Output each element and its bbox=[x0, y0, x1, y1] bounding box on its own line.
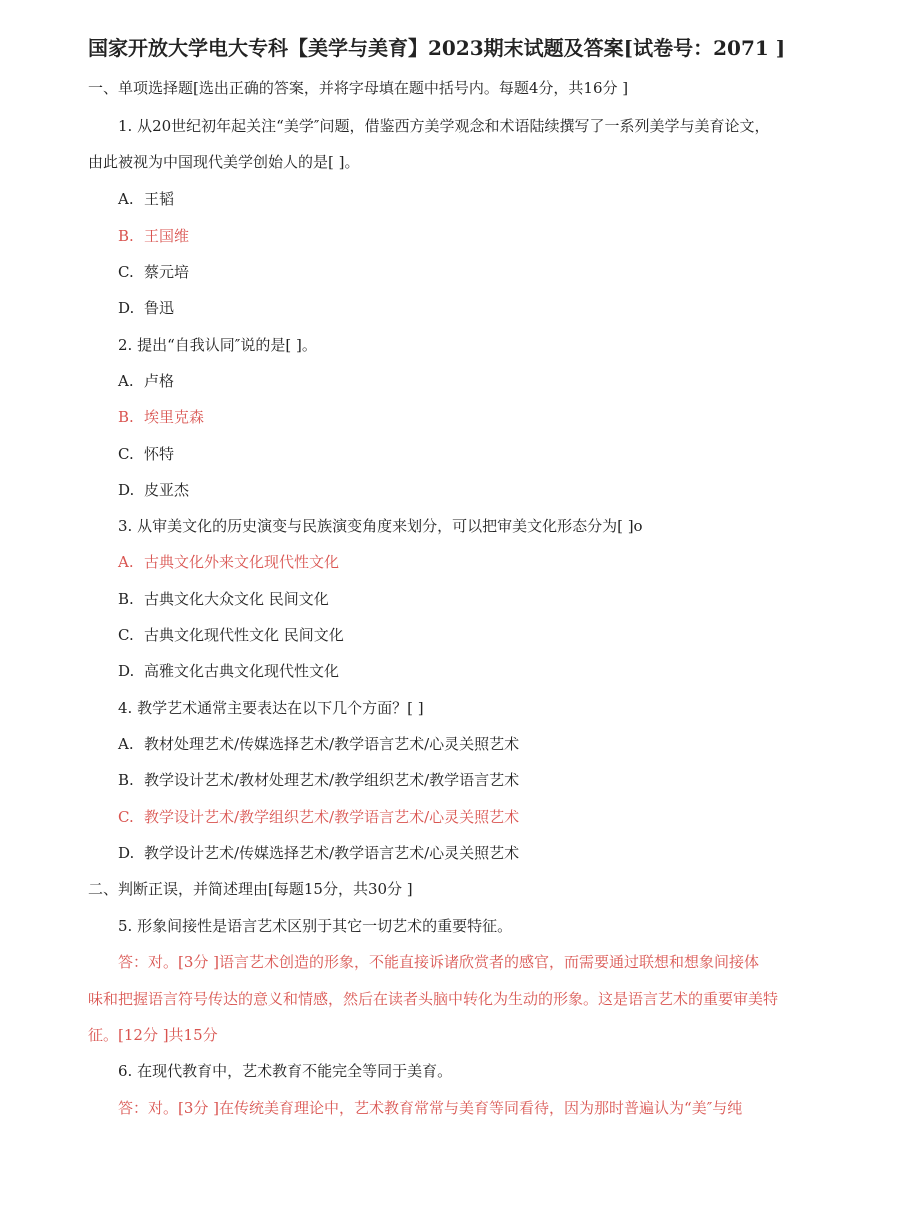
option-text: 卢格 bbox=[144, 372, 175, 390]
q2-option-c bbox=[118, 443, 174, 465]
q2-option-d bbox=[118, 479, 189, 501]
option-label: D. bbox=[118, 481, 135, 499]
option-label: D. bbox=[118, 844, 135, 862]
question-1-text-cont: 由此被视为中国现代美学创始人的是[ ]。 bbox=[88, 153, 360, 171]
option-text: 蔡元培 bbox=[144, 263, 190, 281]
question-5-text: 5. 形象间接性是语言艺术区别于其它一切艺术的重要特征。 bbox=[118, 917, 513, 935]
option-text: 王韬 bbox=[144, 190, 175, 208]
option-label: C. bbox=[118, 808, 134, 826]
option-label: B. bbox=[118, 771, 134, 789]
option-text: 教学设计艺术/教材处理艺术/教学组织艺术/教学语言艺术 bbox=[144, 771, 520, 789]
q3-option-d bbox=[118, 660, 339, 682]
q3-option-c bbox=[118, 624, 344, 646]
question-6-text: 6. 在现代教育中，艺术教育不能完全等同于美育。 bbox=[118, 1062, 453, 1080]
question-5-answer-line-1: 答：对。[3分 ]语言艺术创造的形象，不能直接诉诸欣赏者的感官，而需要通过联想和想象间接体 bbox=[118, 953, 760, 971]
q1-option-b-correct bbox=[118, 225, 189, 247]
option-text: 高雅文化古典文化现代性文化 bbox=[144, 662, 340, 680]
option-text: 古典文化大众文化 民间文化 bbox=[144, 590, 329, 608]
option-label: B. bbox=[118, 590, 134, 608]
q1-option-a bbox=[118, 188, 174, 210]
option-text: 古典文化现代性文化 民间文化 bbox=[144, 626, 344, 644]
option-label: A. bbox=[118, 735, 134, 753]
q2-option-b-correct bbox=[118, 406, 204, 428]
document-title: 国家开放大学电大专科【美学与美育】2023期末试题及答案[试卷号：2071 ] bbox=[88, 36, 786, 60]
question-5-answer-line-2: 味和把握语言符号传达的意义和情感，然后在读者头脑中转化为生动的形象。这是语言艺术的重要审美特 bbox=[88, 990, 779, 1008]
option-text: 教学设计艺术/教学组织艺术/教学语言艺术/心灵关照艺术 bbox=[144, 808, 520, 826]
option-text: 古典文化外来文化现代性文化 bbox=[144, 553, 340, 571]
option-label: A. bbox=[118, 190, 134, 208]
q4-option-c-correct bbox=[118, 806, 519, 828]
q1-option-d bbox=[118, 297, 174, 319]
option-text: 埃里克森 bbox=[144, 408, 205, 426]
question-3-text: 3. 从审美文化的历史演变与民族演变角度来划分，可以把审美文化形态分为[ ]o bbox=[118, 517, 643, 535]
question-4-text: 4. 教学艺术通常主要表达在以下几个方面？[ ] bbox=[118, 699, 424, 717]
option-text: 教学设计艺术/传媒选择艺术/教学语言艺术/心灵关照艺术 bbox=[144, 844, 520, 862]
question-2-text: 2. 提出“自我认同″说的是[ ]。 bbox=[118, 336, 317, 354]
option-text: 鲁迅 bbox=[144, 299, 175, 317]
q4-option-d bbox=[118, 842, 519, 864]
q3-option-a-correct bbox=[118, 551, 339, 573]
section-2-heading: 二、判断正误，并简述理由[每题15分，共30分 ] bbox=[88, 880, 413, 898]
option-text: 皮亚杰 bbox=[144, 481, 190, 499]
section-1-heading: 一、单项选择题[选出正确的答案，并将字母填在题中括号内。每题4分，共16分 ] bbox=[88, 79, 629, 97]
q4-option-a bbox=[118, 733, 519, 755]
option-text: 王国维 bbox=[144, 227, 190, 245]
question-6-answer-line-1: 答：对。[3分 ]在传统美育理论中，艺术教育常常与美育等同看待，因为那时普遍认为“美″与纯 bbox=[118, 1099, 743, 1117]
option-label: A. bbox=[118, 372, 134, 390]
option-text: 教材处理艺术/传媒选择艺术/教学语言艺术/心灵关照艺术 bbox=[144, 735, 520, 753]
q4-option-b bbox=[118, 769, 519, 791]
question-1-text: 1. 从20世纪初年起关注“美学″问题，借鉴西方美学观念和术语陆续撰写了一系列美学与美育论文， bbox=[118, 117, 770, 135]
option-label: D. bbox=[118, 299, 135, 317]
option-label: B. bbox=[118, 408, 134, 426]
option-label: B. bbox=[118, 227, 134, 245]
option-label: C. bbox=[118, 626, 134, 644]
q1-option-c bbox=[118, 261, 189, 283]
q2-option-a bbox=[118, 370, 174, 392]
option-label: C. bbox=[118, 263, 134, 281]
option-label: A. bbox=[118, 553, 134, 571]
option-text: 怀特 bbox=[144, 445, 175, 463]
question-5-answer-line-3: 征。[12分 ]共15分 bbox=[88, 1026, 218, 1044]
option-label: C. bbox=[118, 445, 134, 463]
option-label: D. bbox=[118, 662, 135, 680]
q3-option-b bbox=[118, 588, 329, 610]
